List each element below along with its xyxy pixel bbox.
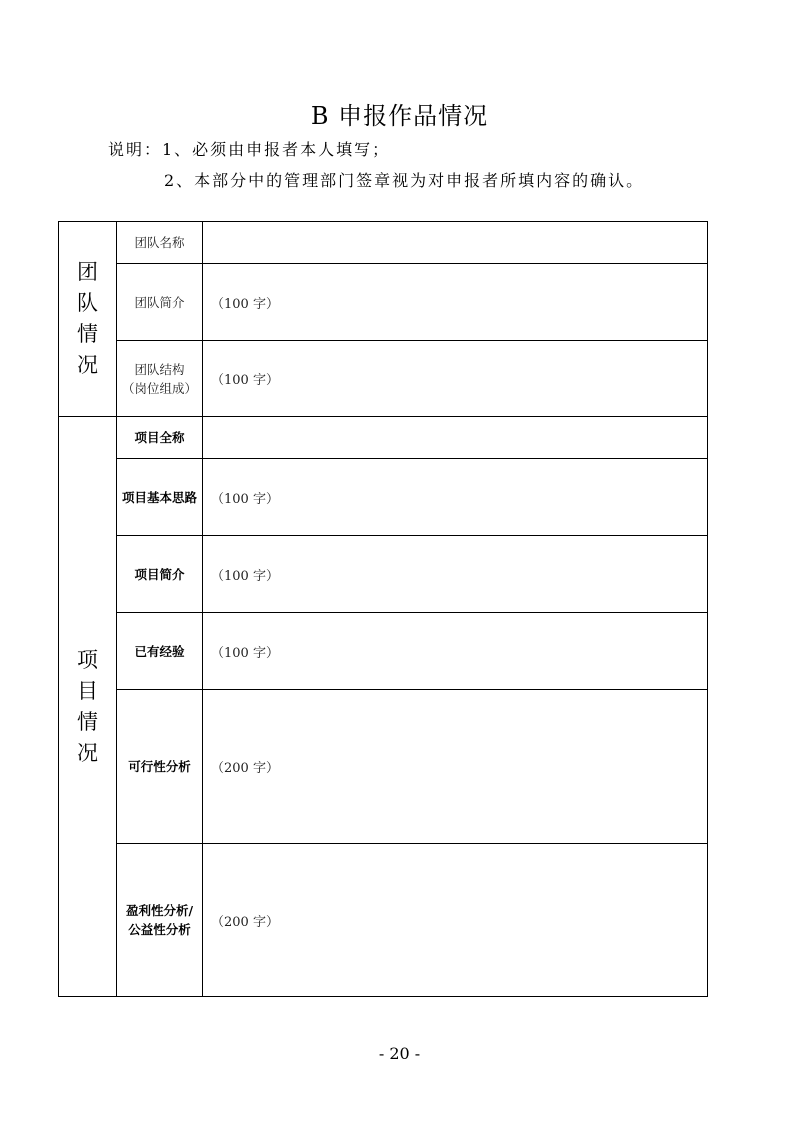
heading-char: 团 <box>77 260 98 284</box>
experience-label: 已有经验 <box>117 613 203 690</box>
heading-char: 队 <box>77 291 98 315</box>
profitability-label: 盈利性分析/ 公益性分析 <box>117 844 203 997</box>
project-approach-label: 项目基本思路 <box>117 459 203 536</box>
project-approach-field[interactable]: （100 字） <box>203 459 708 536</box>
project-fullname-field[interactable] <box>203 417 708 459</box>
table-row <box>59 459 708 536</box>
team-structure-field[interactable]: （100 字） <box>203 341 708 417</box>
experience-field[interactable]: （100 字） <box>203 613 708 690</box>
team-intro-label: 团队简介 <box>117 264 203 341</box>
project-fullname-label: 项目全称 <box>117 417 203 459</box>
heading-char: 况 <box>77 353 98 377</box>
heading-char: 情 <box>77 322 98 346</box>
project-intro-field[interactable]: （100 字） <box>203 536 708 613</box>
table-row <box>59 613 708 690</box>
note-line-1: 说明：1、必须由申报者本人填写； <box>108 140 391 159</box>
application-form-table <box>58 221 708 997</box>
feasibility-field[interactable]: （200 字） <box>203 690 708 844</box>
page-number: - 20 - <box>378 1044 421 1063</box>
team-name-label: 团队名称 <box>117 222 203 264</box>
table-row <box>59 222 708 264</box>
team-intro-field[interactable]: （100 字） <box>203 264 708 341</box>
heading-char: 目 <box>77 678 98 703</box>
note-line-2: 2、本部分中的管理部门签章视为对申报者所填内容的确认。 <box>164 171 645 190</box>
team-section-heading <box>59 222 117 417</box>
profitability-field[interactable]: （200 字） <box>203 844 708 997</box>
page-title: B 申报作品情况 <box>310 102 489 130</box>
project-section-heading <box>59 417 117 997</box>
feasibility-label: 可行性分析 <box>117 690 203 844</box>
table-row <box>59 417 708 459</box>
table-row <box>59 536 708 613</box>
team-structure-label: 团队结构 （岗位组成） <box>117 341 203 417</box>
heading-char: 情 <box>77 709 98 734</box>
project-intro-label: 项目简介 <box>117 536 203 613</box>
table-row <box>59 264 708 341</box>
table-row <box>59 844 708 997</box>
team-name-field[interactable] <box>203 222 708 264</box>
table-row <box>59 690 708 844</box>
heading-char: 况 <box>77 740 98 765</box>
table-row <box>59 341 708 417</box>
heading-char: 项 <box>77 647 98 672</box>
